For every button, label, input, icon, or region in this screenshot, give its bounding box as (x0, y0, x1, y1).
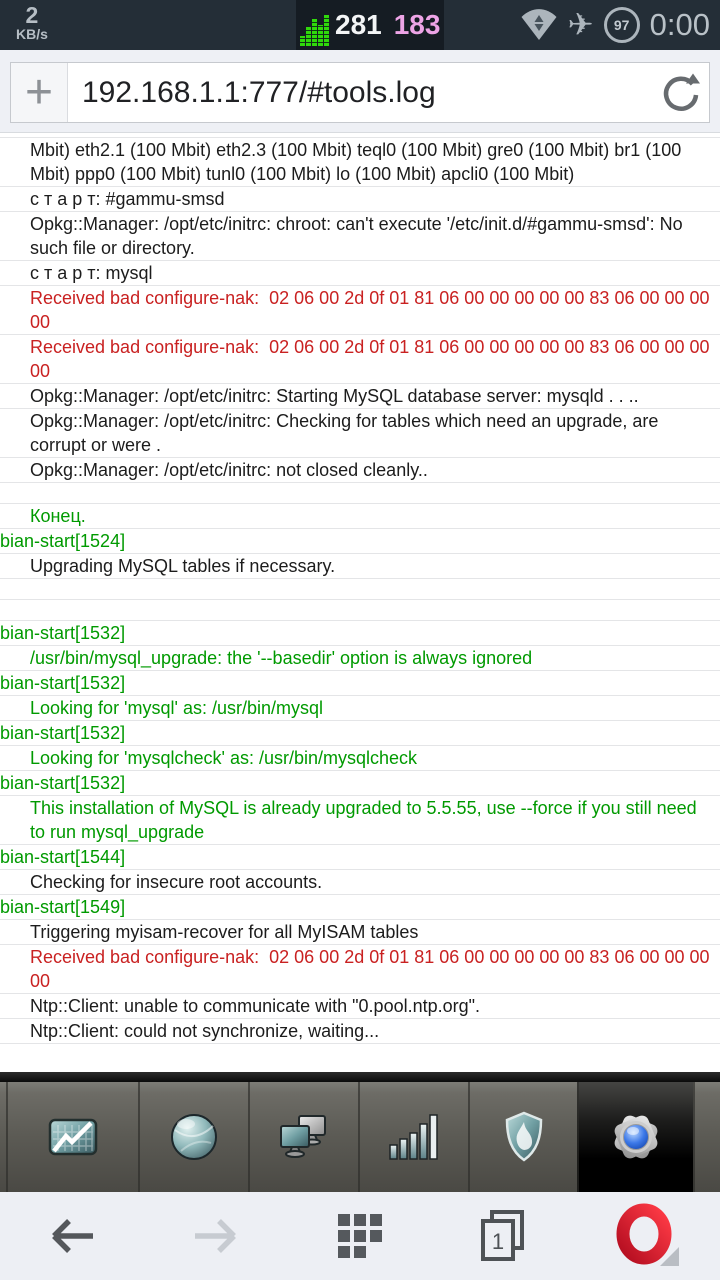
battery-indicator (604, 7, 640, 43)
log-row: This installation of MySQL is already upgraded to 5.5.55, use --force if you still need to run mysql_upgrade (0, 796, 720, 845)
network-speed-value: 2 (25, 2, 39, 28)
address-bar (10, 62, 710, 123)
tx-counter: 183 (393, 9, 441, 40)
wifi-icon (520, 9, 558, 41)
router-tab-internet[interactable] (138, 1082, 248, 1192)
airplane-mode-icon: ✈ (567, 6, 594, 42)
forward-arrow-icon (191, 1215, 241, 1257)
battery-percent: 97 (613, 17, 630, 33)
back-button[interactable] (0, 1192, 144, 1280)
forward-button[interactable] (144, 1192, 288, 1280)
router-tab-settings[interactable] (577, 1082, 693, 1192)
log-row: Mbit) eth2.1 (100 Mbit) eth2.3 (100 Mbit) teql0 (100 Mbit) gre0 (100 Mbit) br1 (100 Mbit) ppp0 (100 Mbit) tunl0 (100 Mbit) lo (100 Mbit) apcli0 (100 Mbit) (0, 137, 720, 187)
traffic-graph-bar (306, 27, 311, 46)
log-row: bian-start[1532] (0, 671, 720, 696)
log-row: bian-start[1549] (0, 895, 720, 920)
log-row: с т а р т: #gammu-smsd (0, 187, 720, 212)
log-row: bian-start[1532] (0, 721, 720, 746)
router-tab-traffic-stats[interactable] (6, 1082, 138, 1192)
log-row-blank (0, 600, 720, 621)
traffic-graph-bar (324, 15, 329, 46)
log-row: bian-start[1544] (0, 845, 720, 870)
log-row: Looking for 'mysqlcheck' as: /usr/bin/mysqlcheck (0, 746, 720, 771)
tab-count: 1 (491, 1229, 505, 1254)
log-row: Конец. (0, 504, 720, 529)
log-row: Opkg::Manager: /opt/etc/initrc: chroot: can't execute '/etc/init.d/#gammu-smsd': No such file or directory. (0, 212, 720, 261)
shield-flame-icon (496, 1109, 552, 1165)
status-bar (0, 0, 720, 50)
traffic-graph-icon (300, 2, 330, 46)
rx-counter: 281 (335, 9, 382, 40)
log-row: bian-start[1532] (0, 771, 720, 796)
tabs-icon (479, 1209, 529, 1263)
router-tab-wireless-signal[interactable] (358, 1082, 468, 1192)
log-row: с т а р т: mysql (0, 261, 720, 286)
back-arrow-icon (47, 1215, 97, 1257)
log-row: bian-start[1532] (0, 621, 720, 646)
log-row: Checking for insecure root accounts. (0, 870, 720, 895)
refresh-icon (659, 71, 703, 115)
router-tab-partial-right (693, 1082, 720, 1192)
log-row: Ntp::Client: unable to communicate with "0.pool.ntp.org". (0, 994, 720, 1019)
log-row: Received bad configure-nak: 02 06 00 2d 0f 01 81 06 00 00 00 00 00 83 06 00 00 00 00 (0, 286, 720, 335)
log-list[interactable] (0, 133, 720, 1072)
clock: 0:00 (649, 7, 710, 42)
url-input[interactable]: 192.168.1.1:777/#tools.log (82, 75, 436, 109)
network-speed-unit: KB/s (16, 26, 48, 42)
status-icons (510, 0, 714, 50)
log-row: bian-start[1524] (0, 529, 720, 554)
log-row: Received bad configure-nak: 02 06 00 2d 0f 01 81 06 00 00 00 00 00 83 06 00 00 00 00 (0, 335, 720, 384)
gear-icon (606, 1107, 666, 1167)
log-row: Opkg::Manager: /opt/etc/initrc: Checking for tables which need an upgrade, are corrupt or were . (0, 409, 720, 458)
traffic-counter-badge (296, 0, 444, 50)
log-row: /usr/bin/mysql_upgrade: the '--basedir' option is always ignored (0, 646, 720, 671)
traffic-graph-bar (318, 25, 323, 46)
log-row: Opkg::Manager: /opt/etc/initrc: Starting MySQL database server: mysqld . . .. (0, 384, 720, 409)
address-bar-section (0, 50, 720, 133)
opera-logo-icon (613, 1202, 683, 1270)
signal-bars-icon (386, 1109, 442, 1165)
router-tab-firewall[interactable] (468, 1082, 577, 1192)
opera-menu-button[interactable] (576, 1192, 720, 1280)
network-computers-icon (276, 1109, 332, 1165)
log-row: Looking for 'mysql' as: /usr/bin/mysql (0, 696, 720, 721)
new-tab-button[interactable]: + (11, 63, 68, 122)
globe-icon (166, 1109, 222, 1165)
log-row: Upgrading MySQL tables if necessary. (0, 554, 720, 579)
traffic-graph-bar (300, 36, 305, 46)
traffic-graph-bar (312, 19, 317, 46)
page-divider (0, 1072, 720, 1082)
router-tab-local-network[interactable] (248, 1082, 358, 1192)
log-row-blank (0, 579, 720, 600)
traffic-stats-icon (45, 1109, 101, 1165)
grid-menu-icon (338, 1214, 382, 1258)
log-row: Opkg::Manager: /opt/etc/initrc: not closed cleanly.. (0, 458, 720, 483)
router-tab-bar (0, 1082, 720, 1192)
log-row: Ntp::Client: could not synchronize, waiting... (0, 1019, 720, 1044)
network-speed (16, 3, 48, 42)
tabs-button[interactable] (432, 1192, 576, 1280)
browser-nav-bar (0, 1192, 720, 1280)
speed-dial-button[interactable] (288, 1192, 432, 1280)
log-row-blank (0, 483, 720, 504)
refresh-button[interactable] (653, 63, 709, 122)
log-row: Triggering myisam-recover for all MyISAM tables (0, 920, 720, 945)
log-row: Received bad configure-nak: 02 06 00 2d 0f 01 81 06 00 00 00 00 00 83 06 00 00 00 00 (0, 945, 720, 994)
